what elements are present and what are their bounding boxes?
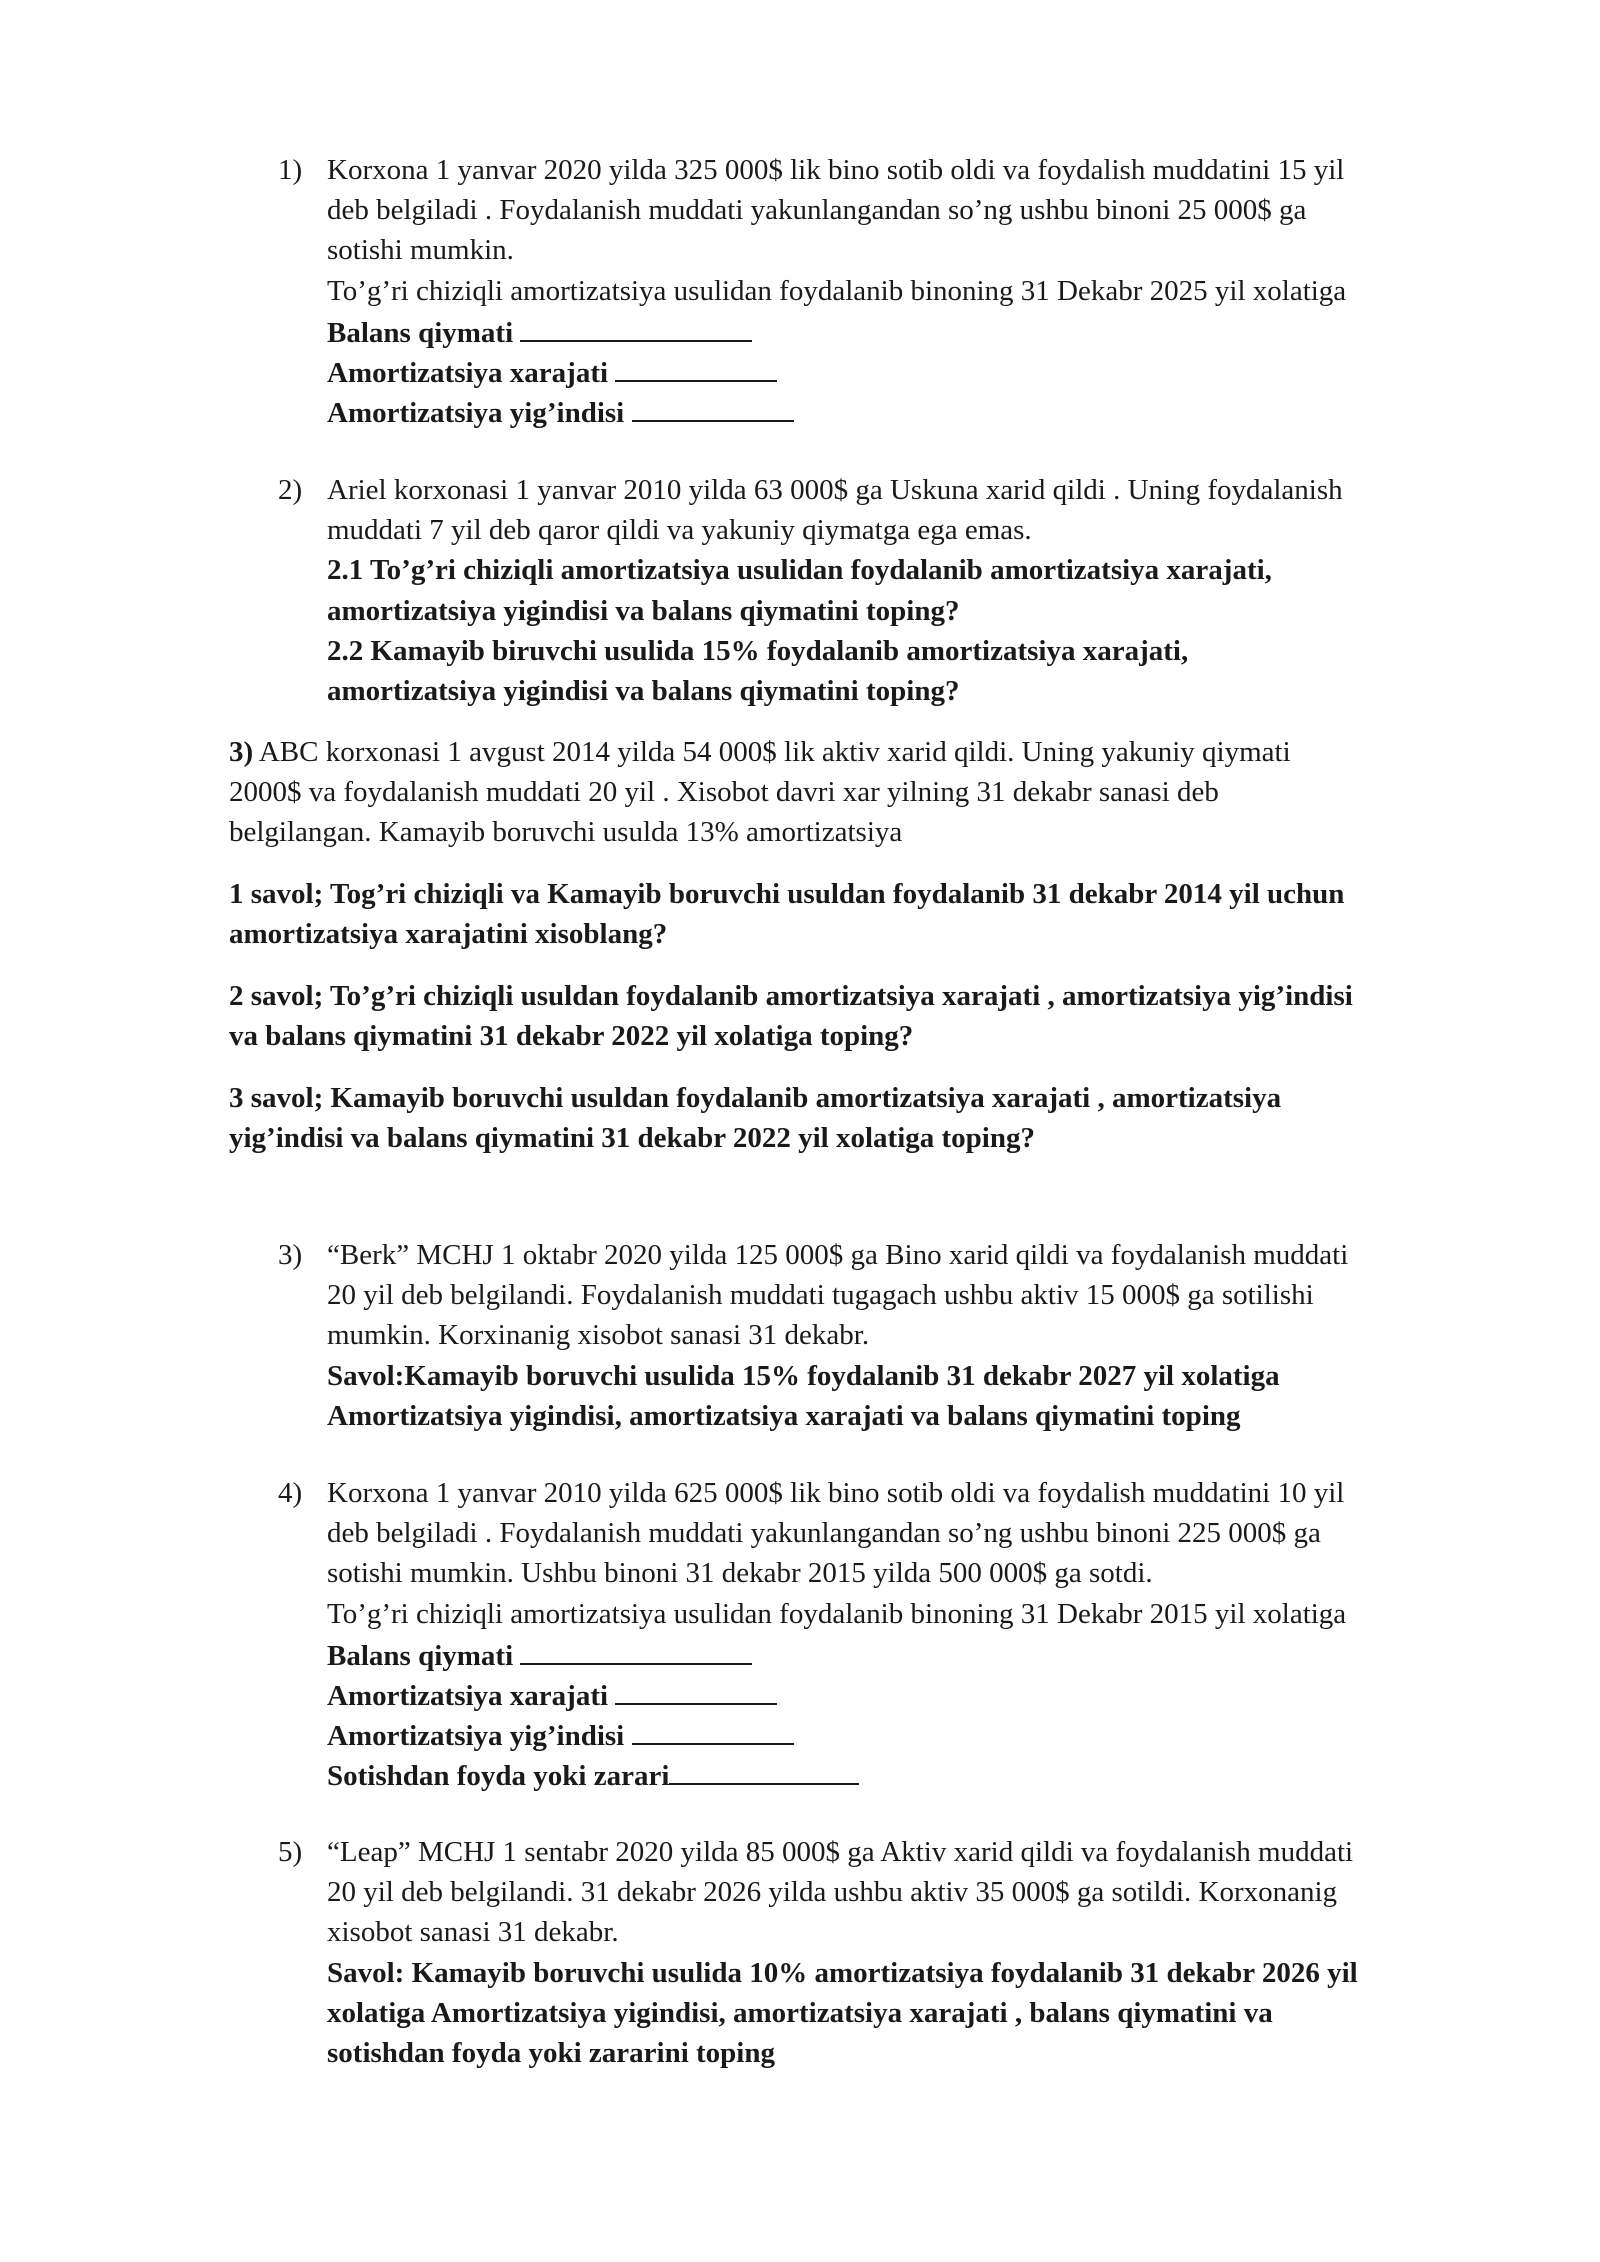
answer-field-accumulated [327, 391, 1478, 431]
answer-field-accumulated [327, 1714, 1478, 1754]
text-line: Ariel korxonasi 1 yanvar 2010 yilda 63 000$ ga Uskuna xarid qildi . Uning foydalanish [327, 474, 1343, 506]
answer-blank [615, 351, 777, 382]
answer-blank [632, 1714, 794, 1745]
question-body [327, 1235, 1478, 1436]
answer-field-balance [327, 1634, 1478, 1674]
text-line: Korxona 1 yanvar 2010 yilda 625 000$ lik bino sotib oldi va foydalish muddatini 10 yil [327, 1477, 1345, 1509]
question-body [327, 470, 1478, 711]
text-line: Korxona 1 yanvar 2020 yilda 325 000$ lik bino sotib oldi va foydalish muddatini 15 yil [327, 154, 1345, 186]
text-line [229, 732, 1529, 772]
savol-line: amortizatsiya xarajatini xisoblang? [229, 918, 668, 951]
answer-field-expense [327, 351, 1478, 391]
field-label: Balans qiymati [327, 1639, 514, 1672]
text-line: 2000$ va foydalanish muddati 20 yil . Xisobot davri xar yilning 31 dekabr sanasi deb [229, 776, 1219, 809]
text-line: deb belgiladi . Foydalanish muddati yakunlangandan so’ng ushbu binoni 25 000$ ga [327, 194, 1307, 227]
savol-line: va balans qiymatini 31 dekabr 2022 yil xolatiga toping? [229, 1020, 914, 1053]
answer-blank [632, 391, 794, 422]
field-label: Amortizatsiya yig’indisi [327, 397, 625, 430]
answer-blank [520, 1634, 752, 1665]
question-number: 3) [229, 736, 254, 768]
question-number: 4) [278, 1477, 303, 1509]
question-body [327, 150, 1478, 431]
text-line: xisobot sanasi 31 dekabr. [327, 1916, 619, 1949]
text-line: 20 yil deb belgilandi. 31 dekabr 2026 yilda ushbu aktiv 35 000$ ga sotildi. Korxonanig [327, 1876, 1338, 1909]
text-line: “Berk” MCHJ 1 oktabr 2020 yilda 125 000$ ga Bino xarid qildi va foydalanish muddati [327, 1239, 1349, 1271]
question-2 [278, 470, 1478, 711]
text-line-content: ABC korxonasi 1 avgust 2014 yilda 54 000$ lik aktiv xarid qildi. Uning yakuniy qiymati [253, 736, 1291, 768]
answer-field-balance [327, 311, 1478, 351]
question-3-abc [229, 732, 1529, 853]
savol-line: 1 savol; Tog’ri chiziqli va Kamayib boruvchi usuldan foydalanib 31 dekabr 2014 yil uchun [229, 878, 1345, 910]
text-line: “Leap” MCHJ 1 sentabr 2020 yilda 85 000$ ga Aktiv xarid qildi va foydalanish muddati [327, 1836, 1354, 1868]
savol-line: xolatiga Amortizatsiya yigindisi, amortizatsiya xarajati , balans qiymatini va [327, 1996, 1273, 2029]
question-4 [278, 1473, 1478, 1795]
answer-blank [615, 1674, 777, 1705]
answer-field-gain-loss [327, 1754, 1478, 1794]
sub-question-line: 2.1 To’g’ri chiziqli amortizatsiya usulidan foydalanib amortizatsiya xarajati, [327, 554, 1272, 587]
question-number: 1) [278, 154, 303, 186]
text-line: belgilangan. Kamayib boruvchi usulda 13% amortizatsiya [229, 816, 903, 849]
savol-line: sotishdan foyda yoki zararini toping [327, 2036, 775, 2069]
text-line: To’g’ri chiziqli amortizatsiya usulidan foydalanib binoning 31 Dekabr 2015 yil xolatiga [327, 1597, 1347, 1630]
savol-line: yig’indisi va balans qiymatini 31 dekabr 2022 yil xolatiga toping? [229, 1122, 1035, 1155]
savol-2 [229, 976, 1529, 1056]
sub-question-line: amortizatsiya yigindisi va balans qiymatini toping? [327, 674, 960, 707]
field-label: Amortizatsiya yig’indisi [327, 1720, 625, 1753]
question-5 [278, 1832, 1478, 2073]
question-number: 5) [278, 1836, 303, 1868]
field-label: Amortizatsiya xarajati [327, 356, 609, 389]
text-line: deb belgiladi . Foydalanish muddati yakunlangandan so’ng ushbu binoni 225 000$ ga [327, 1517, 1321, 1550]
answer-blank [669, 1754, 859, 1785]
savol-line: 3 savol; Kamayib boruvchi usuldan foydalanib amortizatsiya xarajati , amortizatsiya [229, 1082, 1282, 1114]
savol-3 [229, 1078, 1529, 1158]
text-line: muddati 7 yil deb qaror qildi va yakuniy qiymatga ega emas. [327, 514, 1032, 547]
sub-question-line: 2.2 Kamayib biruvchi usulida 15% foydalanib amortizatsiya xarajati, [327, 634, 1189, 667]
savol-line: Amortizatsiya yigindisi, amortizatsiya xarajati va balans qiymatini toping [327, 1399, 1241, 1432]
field-label: Sotishdan foyda yoki zarari [327, 1760, 670, 1793]
answer-field-expense [327, 1674, 1478, 1714]
question-number: 3) [278, 1239, 303, 1271]
question-1 [278, 150, 1478, 431]
text-line: sotishi mumkin. Ushbu binoni 31 dekabr 2015 yilda 500 000$ ga sotdi. [327, 1557, 1153, 1590]
question-number: 2) [278, 474, 303, 506]
text-line: mumkin. Korxinanig xisobot sanasi 31 dekabr. [327, 1319, 870, 1352]
question-body [327, 1473, 1478, 1795]
text-line: 20 yil deb belgilandi. Foydalanish muddati tugagach ushbu aktiv 15 000$ ga sotilishi [327, 1279, 1314, 1312]
savol-line: Savol: Kamayib boruvchi usulida 10% amortizatsiya foydalanib 31 dekabr 2026 yil [327, 1956, 1358, 1989]
answer-blank [520, 311, 752, 342]
question-body [327, 1832, 1478, 2073]
field-label: Balans qiymati [327, 316, 514, 349]
text-line: sotishi mumkin. [327, 234, 514, 267]
savol-line: Savol:Kamayib boruvchi usulida 15% foydalanib 31 dekabr 2027 yil xolatiga [327, 1359, 1280, 1392]
sub-question-line: amortizatsiya yigindisi va balans qiymatini toping? [327, 594, 960, 627]
savol-line: 2 savol; To’g’ri chiziqli usuldan foydalanib amortizatsiya xarajati , amortizatsiya yig’indisi [229, 980, 1353, 1012]
question-3-berk [278, 1235, 1478, 1436]
savol-1 [229, 874, 1529, 954]
text-line: To’g’ri chiziqli amortizatsiya usulidan foydalanib binoning 31 Dekabr 2025 yil xolatiga [327, 274, 1347, 307]
field-label: Amortizatsiya xarajati [327, 1679, 609, 1712]
